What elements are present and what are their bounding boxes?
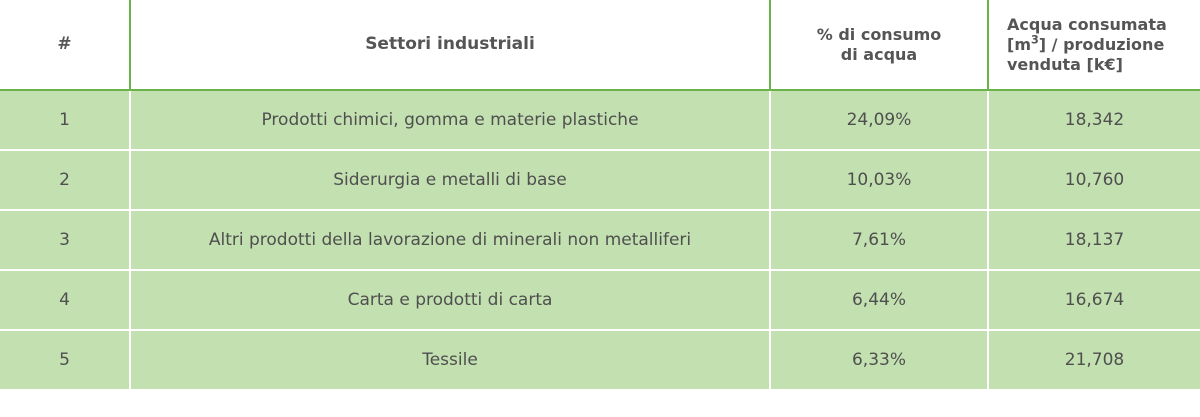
table-body xyxy=(0,90,1200,390)
cell-volume: 18,137 xyxy=(988,210,1200,270)
table-header-row xyxy=(0,0,1200,90)
cell-volume: 16,674 xyxy=(988,270,1200,330)
volume-unit-exponent: 3 xyxy=(1030,33,1039,47)
column-header-volume-line2 xyxy=(1007,35,1188,55)
cell-volume: 10,760 xyxy=(988,150,1200,210)
cell-percent: 10,03% xyxy=(770,150,988,210)
table-row xyxy=(0,150,1200,210)
column-header-volume-line1: Acqua consumata xyxy=(1007,14,1167,34)
volume-unit-prefix: [m xyxy=(1007,34,1031,54)
cell-percent: 6,33% xyxy=(770,330,988,390)
cell-percent: 24,09% xyxy=(770,90,988,150)
volume-unit-suffix: ] / produzione xyxy=(1038,34,1165,54)
cell-number: 4 xyxy=(0,270,130,330)
cell-number: 2 xyxy=(0,150,130,210)
cell-sector: Tessile xyxy=(130,330,770,390)
table-row xyxy=(0,330,1200,390)
cell-percent: 7,61% xyxy=(770,210,988,270)
cell-sector: Siderurgia e metalli di base xyxy=(130,150,770,210)
table-row xyxy=(0,90,1200,150)
cell-volume: 21,708 xyxy=(988,330,1200,390)
column-header-water-per-production xyxy=(988,0,1200,90)
column-header-sector: Settori industriali xyxy=(130,0,770,90)
table-header xyxy=(0,0,1200,90)
column-header-percent-line2: di acqua xyxy=(840,44,918,64)
cell-number: 3 xyxy=(0,210,130,270)
column-header-number: # xyxy=(0,0,130,90)
cell-sector: Prodotti chimici, gomma e materie plastiche xyxy=(130,90,770,150)
column-header-volume-line3: venduta [k€] xyxy=(1007,54,1123,74)
cell-percent: 6,44% xyxy=(770,270,988,330)
cell-number: 1 xyxy=(0,90,130,150)
cell-sector: Carta e prodotti di carta xyxy=(130,270,770,330)
cell-number: 5 xyxy=(0,330,130,390)
table-row xyxy=(0,270,1200,330)
column-header-percent-water xyxy=(770,0,988,90)
cell-volume: 18,342 xyxy=(988,90,1200,150)
cell-sector: Altri prodotti della lavorazione di minerali non metalliferi xyxy=(130,210,770,270)
column-header-percent-line1: % di consumo xyxy=(816,24,942,44)
table-row xyxy=(0,210,1200,270)
